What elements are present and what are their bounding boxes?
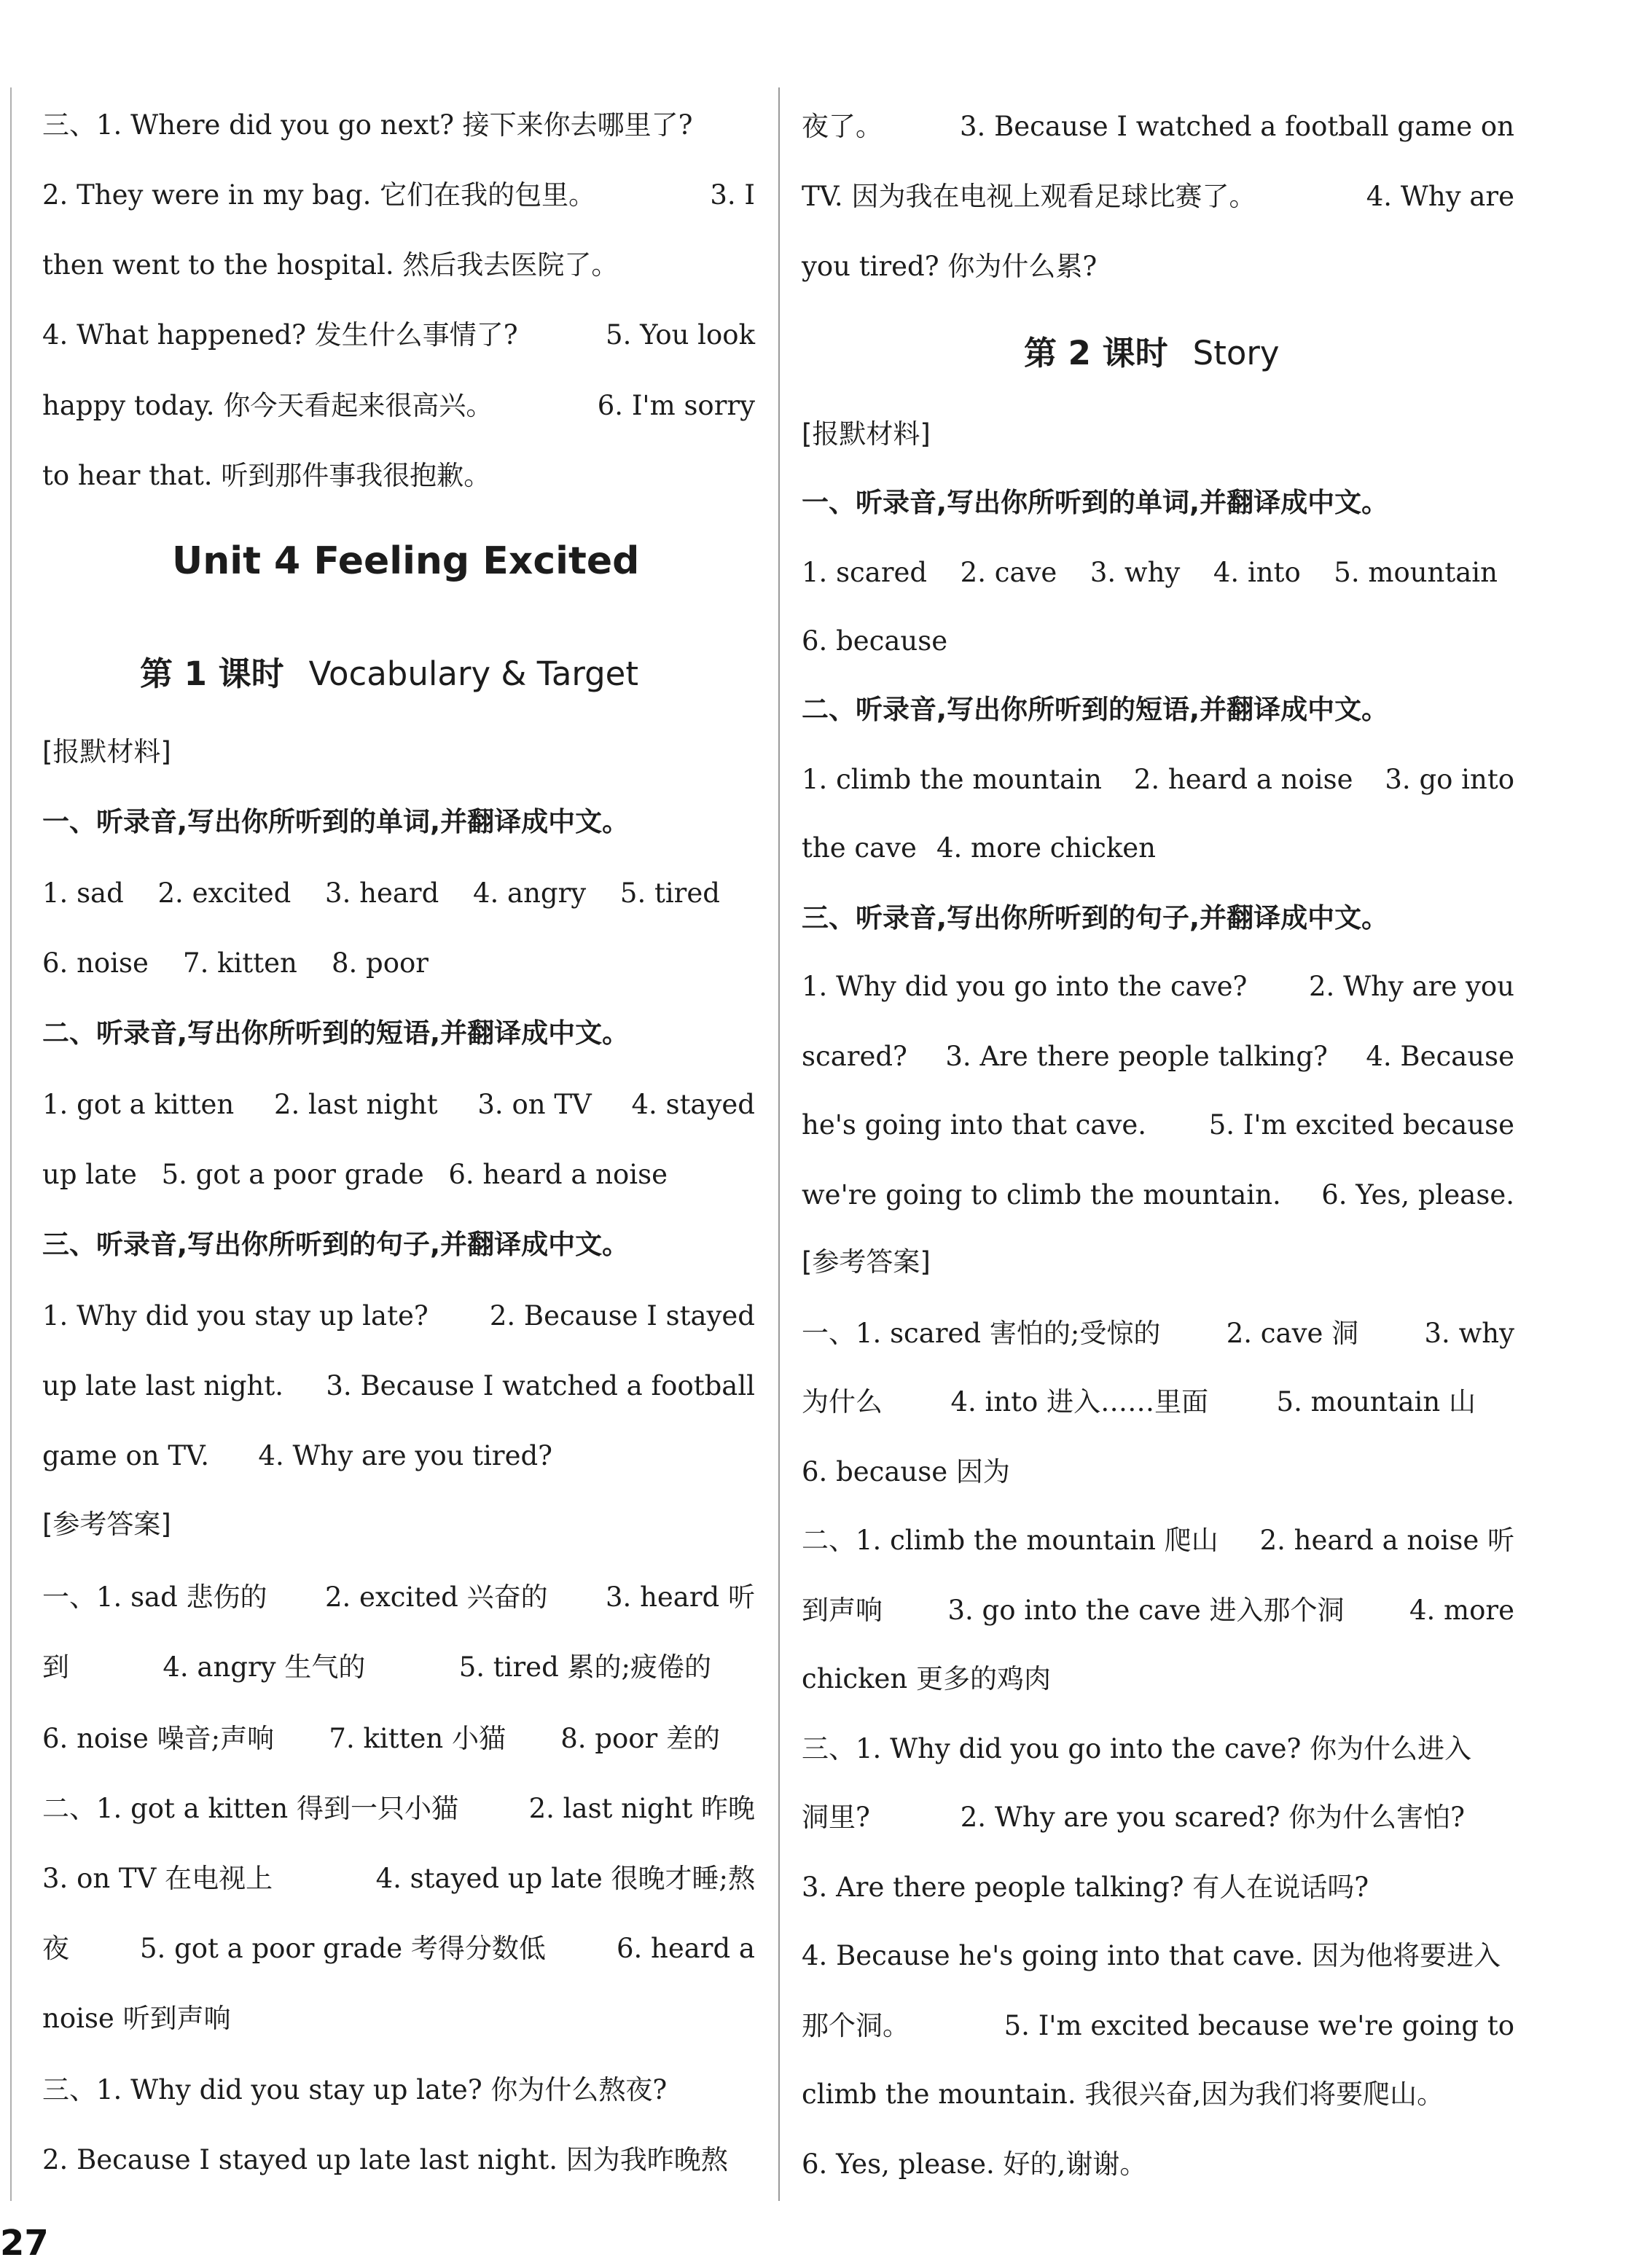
lesson-title: 第 2 课时 Story bbox=[1024, 334, 1280, 372]
text-line: happy today. 你今天看起来很高兴。 6. I'm sorry bbox=[42, 390, 755, 421]
text-line: chicken 更多的鸡肉 bbox=[802, 1663, 1052, 1694]
section-tag: [参考答案] bbox=[42, 1509, 171, 1540]
text-line: game on TV. 4. Why are you tired? bbox=[42, 1440, 552, 1471]
lesson-title: 第 1 课时 Vocabulary & Target bbox=[140, 654, 639, 693]
section-heading: 三、听录音,写出你所听到的句子,并翻译成中文。 bbox=[802, 902, 1389, 934]
text-line: 二、1. climb the mountain 爬山 2. heard a noise 听 bbox=[802, 1525, 1514, 1556]
text-line: 洞里? 2. Why are you scared? 你为什么害怕? bbox=[802, 1802, 1465, 1833]
text-line: climb the mountain. 我很兴奋,因为我们将要爬山。 bbox=[802, 2079, 1444, 2110]
text-line: TV. 因为我在电视上观看足球比赛了。 4. Why are bbox=[802, 181, 1514, 212]
text-line: 6. because 因为 bbox=[802, 1456, 1010, 1487]
text-line: you tired? 你为什么累? bbox=[802, 251, 1098, 282]
text-line: 4. Because he's going into that cave. 因为他将要进入 bbox=[802, 1940, 1501, 1971]
text-line: 1. scared 2. cave 3. why 4. into 5. mountain bbox=[802, 557, 1498, 588]
text-line: 1. Why did you stay up late? 2. Because I stayed bbox=[42, 1300, 755, 1332]
text-line: up late last night. 3. Because I watched a football bbox=[42, 1370, 755, 1401]
text-line: we're going to climb the mountain. 6. Yes, please. bbox=[802, 1179, 1514, 1211]
section-tag: [参考答案] bbox=[802, 1246, 931, 1278]
text-line: 6. noise 噪音;声响 7. kitten 小猫 8. poor 差的 bbox=[42, 1723, 720, 1754]
text-line: noise 听到声响 bbox=[42, 2003, 231, 2034]
text-line: then went to the hospital. 然后我去医院了。 bbox=[42, 249, 619, 281]
text-line: 那个洞。 5. I'm excited because we're going to bbox=[802, 2010, 1514, 2041]
text-line: 三、1. Why did you stay up late? 你为什么熬夜? bbox=[42, 2074, 668, 2105]
text-line: 6. Yes, please. 好的,谢谢。 bbox=[802, 2148, 1147, 2180]
text-line: 到 4. angry 生气的 5. tired 累的;疲倦的 bbox=[42, 1651, 711, 1683]
section-tag: [报默材料] bbox=[802, 418, 931, 450]
section-heading: 一、听录音,写出你所听到的单词,并翻译成中文。 bbox=[802, 487, 1389, 518]
unit-title: Unit 4 Feeling Excited bbox=[172, 539, 640, 583]
text-line: up late 5. got a poor grade 6. heard a noise bbox=[42, 1159, 668, 1190]
section-tag: [报默材料] bbox=[42, 736, 171, 767]
page-number: 27 bbox=[0, 2223, 49, 2264]
text-line: 一、1. scared 害怕的;受惊的 2. cave 洞 3. why bbox=[802, 1318, 1514, 1349]
column-divider bbox=[778, 87, 780, 2201]
text-line: 4. What happened? 发生什么事情了? 5. You look bbox=[42, 319, 755, 351]
text-line: 1. sad 2. excited 3. heard 4. angry 5. tired bbox=[42, 877, 720, 909]
text-line: 三、1. Why did you go into the cave? 你为什么进入 bbox=[802, 1733, 1472, 1764]
section-heading: 三、听录音,写出你所听到的句子,并翻译成中文。 bbox=[42, 1229, 630, 1260]
text-line: 夜了。 3. Because I watched a football game on bbox=[802, 111, 1514, 142]
page-edge bbox=[10, 87, 12, 2201]
text-line: 三、1. Where did you go next? 接下来你去哪里了? bbox=[42, 109, 693, 141]
section-heading: 一、听录音,写出你所听到的单词,并翻译成中文。 bbox=[42, 806, 630, 837]
text-line: 3. Are there people talking? 有人在说话吗? bbox=[802, 1872, 1369, 1903]
text-line: 夜 5. got a poor grade 考得分数低 6. heard a bbox=[42, 1933, 755, 1964]
text-line: the cave 4. more chicken bbox=[802, 832, 1156, 864]
text-line: 3. on TV 在电视上 4. stayed up late 很晚才睡;熬 bbox=[42, 1863, 755, 1894]
text-line: 一、1. sad 悲伤的 2. excited 兴奋的 3. heard 听 bbox=[42, 1581, 755, 1613]
text-line: 6. because bbox=[802, 625, 948, 657]
text-line: 到声响 3. go into the cave 进入那个洞 4. more bbox=[802, 1595, 1514, 1626]
section-heading: 二、听录音,写出你所听到的短语,并翻译成中文。 bbox=[42, 1017, 630, 1049]
text-line: 二、1. got a kitten 得到一只小猫 2. last night 昨晚 bbox=[42, 1793, 755, 1824]
text-line: to hear that. 听到那件事我很抱歉。 bbox=[42, 460, 491, 491]
text-line: 2. Because I stayed up late last night. 因为我昨晚熬 bbox=[42, 2144, 728, 2175]
text-line: 1. got a kitten 2. last night 3. on TV 4. stayed bbox=[42, 1089, 755, 1120]
text-line: 为什么 4. into 进入……里面 5. mountain 山 bbox=[802, 1386, 1476, 1418]
text-line: he's going into that cave. 5. I'm excited because bbox=[802, 1109, 1514, 1141]
text-line: scared? 3. Are there people talking? 4. Because bbox=[802, 1041, 1514, 1072]
text-line: 1. climb the mountain 2. heard a noise 3. go into bbox=[802, 764, 1514, 795]
section-heading: 二、听录音,写出你所听到的短语,并翻译成中文。 bbox=[802, 694, 1389, 725]
text-line: 1. Why did you go into the cave? 2. Why are you bbox=[802, 971, 1514, 1002]
text-line: 2. They were in my bag. 它们在我的包里。 3. I bbox=[42, 179, 755, 211]
text-line: 6. noise 7. kitten 8. poor bbox=[42, 947, 429, 979]
